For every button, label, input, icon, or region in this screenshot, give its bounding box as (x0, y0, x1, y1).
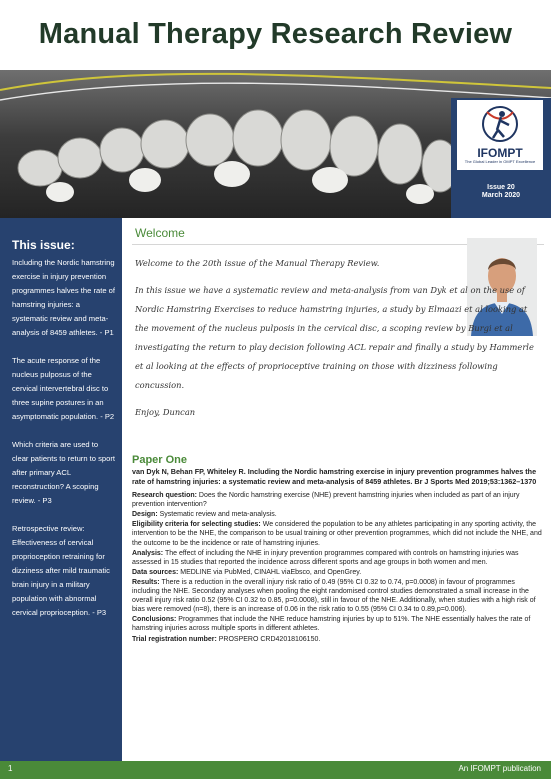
sidebar-heading: This issue: (12, 238, 75, 252)
logo-name: IFOMPT (477, 146, 523, 160)
sidebar-this-issue (0, 218, 122, 761)
footer-bar (0, 761, 551, 779)
issue-date: March 2020 (481, 192, 521, 199)
sidebar-item[interactable]: Including the Nordic hamstring exercise in injury prevention programmes halves the rate of hamstring injuries: a systematic review and meta-analysis of 8459 athletes. - P1 (12, 258, 115, 337)
masthead (0, 0, 551, 78)
section-results: Results: There is a reduction in the overall injury risk ratio of 0.49 (95% CI 0.32 to 0.74, p=0.0008) in favour of programmes including the NHE. Secondary analyses when pooling the eight randomised control studies demonstrated a small increase in the overall injury risk ratio 0.52 (95% CI 0.32 to 0.85, p=0.0008), still in favour of the NHE. Additionally, when studies with a high risk of bias were removed (n=8), there is an increase of 0.06 in the risk ratio to 0.55 (95% CI 0.34 to 0.89,p=0.006). (132, 578, 536, 614)
section-design: Design: Systematic review and meta-analysis. (132, 511, 277, 519)
welcome-letter (135, 254, 534, 430)
issue-number: Issue 20 (487, 184, 515, 191)
welcome-signoff: Enjoy, Duncan (135, 407, 196, 417)
section-data-sources: Data sources: MEDLINE via PubMed, CINAHL viaEbsco, and OpenGrey. (132, 568, 362, 576)
paper-one-summary (132, 456, 542, 645)
page-number: 1 (8, 764, 13, 773)
welcome-body: In this issue we have a systematic review and meta-analysis from van Dyk et al on the use of Nordic Hamstring Exercises to reduce hamstring injuries, a study by Elmaazi et al looking at the movement of the nucleus pulposis in the cervical disc, a scoping review by Burgi et al investigating the return to play decision following ACL repair and finally a study by Hammerle et al looking at the effects of proprioceptive training on those with dizziness following concussion. (135, 285, 534, 390)
section-trial-registration: Trial registration number: PROSPERO CRD42018106150. (132, 635, 321, 643)
welcome-greeting: Welcome to the 20th issue of the Manual Therapy Review. (135, 258, 380, 268)
paper-citation: van Dyk N, Behan FP, Whiteley R. Including the Nordic hamstring exercise in injury prevention programmes halves the rate of hamstring injuries: a systematic review and meta-analysis of 8459 athletes. Br J Sports Med 2019;53:1362–1370 (132, 467, 537, 487)
section-eligibility: Eligibility criteria for selecting studies: We considered the population to be any athletes participating in any sporting activity, the intervention to be the NHE, the comparison to be usual training or other prevention programmes, which did not include the NHE, and the outcome to be the incidence or rate of hamstring injuries. (132, 521, 542, 547)
sidebar-item[interactable]: The acute response of the nucleus pulposus of the cervical intervertebral disc to three supine postures in an asymptomatic population. - P2 (12, 356, 115, 421)
globe-runner-icon (457, 100, 543, 146)
paper-heading: Paper One (132, 454, 188, 466)
logo-tagline: The Global Leader in OMPT Excellence (464, 159, 536, 164)
ifompt-logo (457, 100, 543, 170)
section-research-question: Research question: Does the Nordic hamstring exercise (NHE) prevent hamstring injuries when included as part of an injury prevention intervention? (132, 492, 520, 509)
section-analysis: Analysis: The effect of including the NHE in injury prevention programmes compared with controls on hamstring injuries was assessed in 15 studies that reported the incidence across different sports and age groups in both women and men. (132, 549, 519, 566)
sidebar-item[interactable]: Which criteria are used to clear patients to return to sport after primary ACL reconstruction? A scoping review. - P3 (12, 440, 115, 505)
section-conclusions: Conclusions: Programmes that include the NHE reduce hamstring injuries by up to 51%. The NHE essentially halves the rate of hamstring injuries across multiple sports in different athletes. (132, 616, 531, 633)
welcome-heading: Welcome (135, 226, 185, 240)
issue-info (451, 184, 551, 200)
newsletter-title: Manual Therapy Research Review (38, 18, 513, 50)
sidebar-item[interactable]: Retrospective review: Effectiveness of cervical proprioception retraining for dizziness after mild traumatic brain injury in a military population with abnormal cervical proprioception. - P3 (12, 524, 110, 617)
publication-label: An IFOMPT publication (458, 764, 541, 773)
logo-panel (451, 98, 551, 218)
